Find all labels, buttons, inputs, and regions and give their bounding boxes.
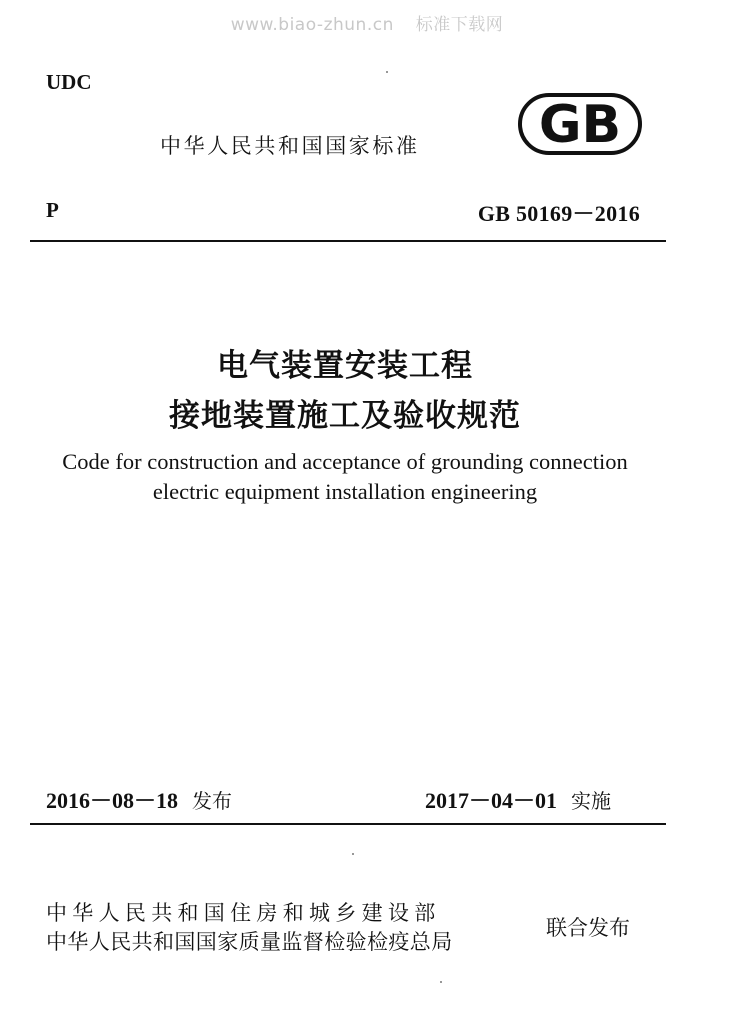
standard-code: GB 50169－2016 — [477, 201, 640, 226]
watermark-name: 标准下载网 — [415, 15, 504, 35]
issue-date: 2016－08－18 — [46, 788, 179, 813]
title-en-line2: electric equipment installation engineering — [152, 479, 538, 504]
top-rule — [30, 240, 666, 242]
issuer-line2: 中华人民共和国国家质量监督检验检疫总局 — [46, 930, 453, 954]
joint-issue-label: 联合发布 — [546, 916, 630, 940]
scan-speck — [440, 981, 442, 983]
bottom-rule — [30, 823, 666, 825]
effective-date-block — [425, 784, 611, 815]
title-cn-line1: 电气装置安装工程 — [217, 348, 473, 384]
gb-logo-text: GB — [538, 95, 622, 155]
effective-date: 2017－04－01 — [425, 788, 558, 813]
watermark-site: www.biao-zhun.cn — [230, 15, 394, 35]
issue-label: 发布 — [192, 789, 233, 813]
title-en-line1: Code for construction and acceptance of grounding connection — [62, 449, 628, 474]
watermark — [0, 10, 734, 35]
udc-label: UDC — [46, 70, 92, 94]
title-cn-line2: 接地装置施工及验收规范 — [169, 398, 521, 434]
gb-logo-icon — [518, 93, 642, 155]
classification-code: P — [46, 198, 59, 222]
effective-label: 实施 — [571, 789, 612, 813]
issuer-line1: 中华人民共和国住房和城乡建设部 — [46, 901, 441, 925]
issue-date-block — [46, 784, 232, 815]
scan-speck — [352, 853, 354, 855]
standard-name: 中华人民共和国国家标准 — [160, 134, 420, 158]
scan-speck — [386, 71, 388, 73]
